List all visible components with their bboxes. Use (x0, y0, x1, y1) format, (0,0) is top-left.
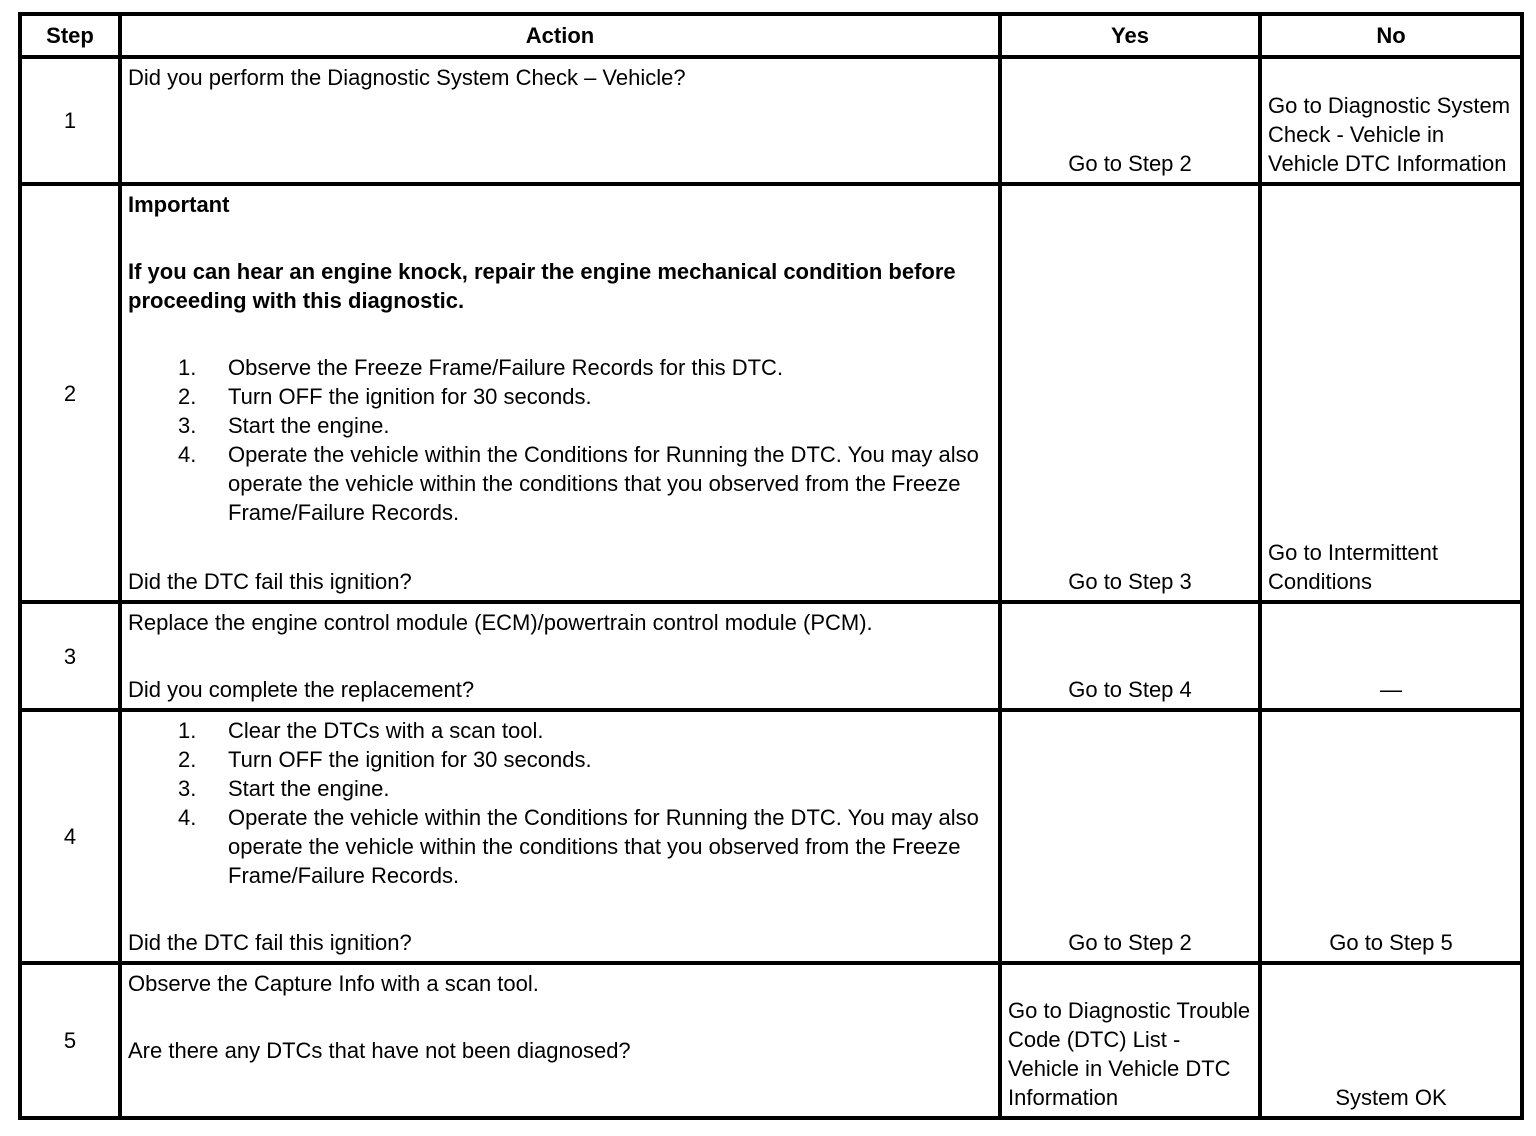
no-cell: Go to Step 5 (1260, 710, 1522, 963)
list-item: 3. Start the engine. (178, 413, 390, 438)
list-item: 3. Start the engine. (178, 776, 390, 801)
action-question: Did you complete the replacement? (128, 677, 475, 702)
action-cell (120, 602, 1000, 710)
table-row-step-1 (20, 57, 1522, 184)
header-yes: Yes (1000, 14, 1260, 57)
header-action: Action (120, 14, 1000, 57)
table-row-step-4 (20, 710, 1522, 963)
table-row-step-3 (20, 602, 1522, 710)
header-row (20, 14, 1522, 57)
no-cell: System OK (1260, 963, 1522, 1118)
step-number: 4 (20, 710, 120, 963)
important-title: Important (128, 192, 230, 217)
action-question: Did you perform the Diagnostic System Check – Vehicle? (128, 65, 686, 90)
yes-cell: Go to Step 2 (1000, 57, 1260, 184)
action-cell (120, 184, 1000, 602)
list-item: 2. Turn OFF the ignition for 30 seconds. (178, 384, 592, 409)
procedure-list (128, 716, 990, 890)
list-item: 1. Observe the Freeze Frame/Failure Records for this DTC. (178, 355, 784, 380)
action-cell (120, 57, 1000, 184)
yes-cell: Go to Diagnostic Trouble Code (DTC) List - Vehicle in Vehicle DTC Information (1000, 963, 1260, 1118)
diagnostic-table (18, 12, 1524, 1120)
action-question: Did the DTC fail this ignition? (128, 569, 412, 594)
action-question: Are there any DTCs that have not been diagnosed? (128, 1038, 631, 1063)
list-item: 4. Operate the vehicle within the Conditions for Running the DTC. You may also operate the vehicle within the conditions that you observed from the Freeze Frame/Failure Records. (178, 442, 979, 525)
table-row-step-5 (20, 963, 1522, 1118)
yes-cell: Go to Step 4 (1000, 602, 1260, 710)
list-item: 2. Turn OFF the ignition for 30 seconds. (178, 747, 592, 772)
list-item: 1. Clear the DTCs with a scan tool. (178, 718, 544, 743)
no-cell: — (1260, 602, 1522, 710)
table-row-step-2 (20, 184, 1522, 602)
header-no: No (1260, 14, 1522, 57)
no-cell: Go to Diagnostic System Check - Vehicle in Vehicle DTC Information (1260, 57, 1522, 184)
header-step: Step (20, 14, 120, 57)
yes-cell: Go to Step 2 (1000, 710, 1260, 963)
procedure-list (128, 353, 990, 527)
no-cell: Go to Intermittent Conditions (1260, 184, 1522, 602)
action-instruction: Replace the engine control module (ECM)/powertrain control module (PCM). (128, 610, 873, 635)
step-number: 5 (20, 963, 120, 1118)
action-instruction: Observe the Capture Info with a scan tool. (128, 971, 539, 996)
yes-cell: Go to Step 3 (1000, 184, 1260, 602)
action-cell (120, 963, 1000, 1118)
step-number: 1 (20, 57, 120, 184)
step-number: 3 (20, 602, 120, 710)
action-cell (120, 710, 1000, 963)
important-text: If you can hear an engine knock, repair the engine mechanical condition before proceeding with this diagnostic. (128, 259, 956, 313)
list-item: 4. Operate the vehicle within the Conditions for Running the DTC. You may also operate the vehicle within the conditions that you observed from the Freeze Frame/Failure Records. (178, 805, 979, 888)
action-question: Did the DTC fail this ignition? (128, 930, 412, 955)
step-number: 2 (20, 184, 120, 602)
